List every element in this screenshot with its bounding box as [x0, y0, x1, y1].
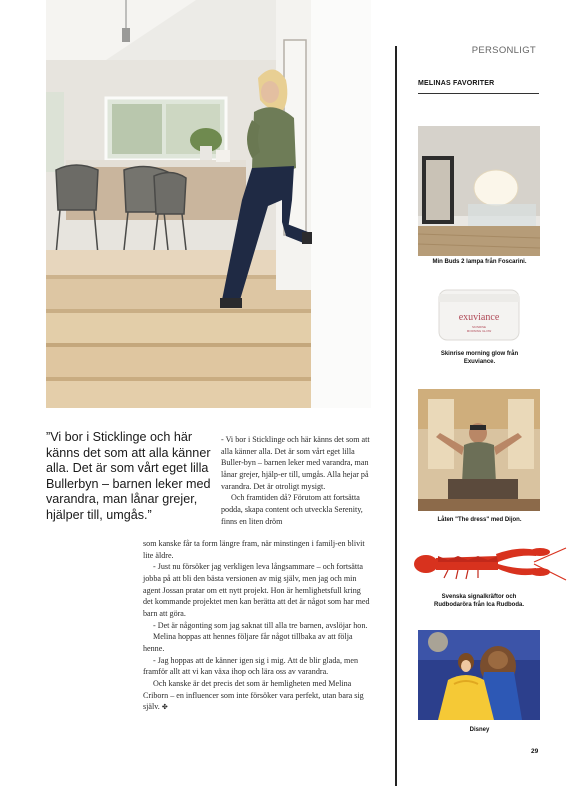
paragraph: - Vi bor i Sticklinge och här känns det som att alla känner alla. Det är som vårt eget lilla Buller-byn – barnen leker med varandra, man lånar grejer, hjälp-er till, umgås. Alla hejar på varandra. Det är otroligt mysigt.: [221, 435, 370, 491]
paragraph: - Just nu försöker jag verkligen leva långsammare – och fortsätta jobba på att bli den bästa versionen av mig själv, men jag och min agent Jossan pratar om ett nytt projekt. Hon är hemlighetsfull kring det kommande projektet men kan berätta att det är något som har med barn att göra.: [143, 562, 370, 618]
cream-brand-logo: exuviance: [458, 312, 500, 323]
final-paragraph-text: Och kanske är det precis det som är hemligheten med Melina Criborn – en influencer som inte försöker vara perfekt, utan bara sig själv.: [143, 678, 364, 712]
article-column-right: [221, 434, 371, 527]
paragraph: - Det är någonting som jag saknat till alla tre barnen, avslöjar hon.: [153, 620, 368, 630]
paragraph: som kanske får ta form längre fram, när minstingen i familj-en blivit lite äldre.: [143, 539, 365, 560]
end-mark-icon: ✤: [161, 703, 168, 712]
favorite-lamp-image: [418, 126, 540, 256]
favorite-disney-caption: Disney: [469, 727, 490, 733]
article-column-wide: [143, 538, 371, 714]
page-number: 29: [531, 748, 539, 755]
hero-photo: [46, 0, 371, 408]
svg-text:MORNING GLOW: MORNING GLOW: [466, 329, 492, 333]
favorite-music-caption: Låten "The dress" med Dijon.: [437, 517, 522, 523]
favorite-disney-image: [418, 630, 540, 720]
paragraph: Melina hoppas att hennes följare får något tillbaka av att följa henne.: [143, 632, 353, 653]
sidebar-rule: [395, 46, 397, 786]
favorite-cream-caption: Skinrise morning glow från Exuviance.: [440, 351, 519, 365]
paragraph: Och framtiden då? Förutom att fortsätta podda, skapa content och utveckla Serenity, finns en liten dröm: [221, 493, 363, 526]
paragraph: - Jag hoppas att de känner igen sig i mig. Att de blir glada, men framför allt att vi kan växa ihop och lära oss av varandra.: [143, 655, 358, 677]
pull-quote: ”Vi bor i Sticklinge och här känns det som att alla känner alla. Det är som vårt eget lilla Bullerbyn – barnen leker med varandra, man lånar grejer, hjälper till, umgås.”: [46, 430, 211, 522]
svg-text:SKINRISE: SKINRISE: [471, 325, 487, 329]
hero-photo-illustration: [46, 0, 371, 408]
favorite-crayfish-image: [408, 540, 568, 588]
favorite-music-image: [418, 389, 540, 511]
favorites-title-rule: [418, 93, 539, 94]
favorite-cream-image: [434, 288, 524, 342]
favorite-crayfish-caption: Svenska signalkräftor och Rudbodaröra från Ica Rudboda.: [433, 594, 524, 608]
paragraph-final: [143, 678, 371, 714]
favorites-title: MELINAS FAVORITER: [418, 80, 495, 87]
favorite-lamp-caption: Min Buds 2 lampa från Foscarini.: [432, 259, 527, 265]
section-label: PERSONLIGT: [471, 45, 536, 56]
